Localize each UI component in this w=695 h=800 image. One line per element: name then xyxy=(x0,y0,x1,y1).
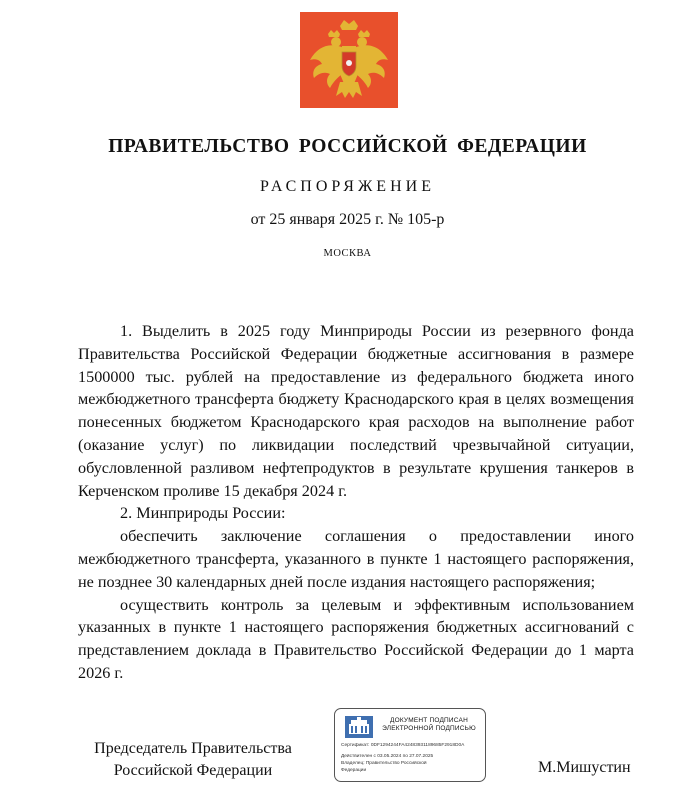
stamp-validity: Действителен с 03.05.2024 по 27.07.2025 xyxy=(341,754,434,759)
stamp-owner-line2: Федерации xyxy=(341,768,367,773)
signatory-position-line1: Председатель Правительства xyxy=(94,740,292,757)
document-city: МОСКВА xyxy=(323,248,372,259)
document-type: РАСПОРЯЖЕНИЕ xyxy=(260,178,435,195)
signatory-position-line2: Российской Федерации xyxy=(113,762,273,779)
electronic-signature-stamp xyxy=(334,708,486,782)
signatory-name: М.Мишустин xyxy=(538,759,631,776)
stamp-heading-line1: ДОКУМЕНТ ПОДПИСАН xyxy=(390,717,468,724)
stamp-certificate: Сертификат: 0DF1294244FA42483931189685F2918D0A xyxy=(341,743,465,748)
paragraph-2: 2. Минприроды России: xyxy=(120,504,286,523)
document-body xyxy=(78,320,634,685)
government-building-icon xyxy=(345,716,373,738)
stamp-owner-line1: Владелец: Правительство Российской xyxy=(341,761,427,766)
coat-of-arms-emblem xyxy=(300,12,398,108)
signatory-position xyxy=(78,738,308,782)
paragraph-1: 1. Выделить в 2025 году Минприроды России из резервного фонда Правительства Российской Федерации бюджетные ассигнования в размере 1500000 тыс. рублей на предоставление из федерального бюджета иного межбюджетного трансферта бюджету Краснодарского края в целях возмещения понесенных бюджетом Краснодарского края расходов на выполнение работ (оказание услуг) по ликвидации последствий чрезвычайной ситуации, обусловленной разливом нефтепродуктов в результате крушения танкеров в Керченском проливе 15 декабря 2024 г. xyxy=(78,322,634,500)
government-title: ПРАВИТЕЛЬСТВО РОССИЙСКОЙ ФЕДЕРАЦИИ xyxy=(108,136,587,157)
document-date-number: от 25 января 2025 г. № 105-р xyxy=(250,211,445,228)
paragraph-3: обеспечить заключение соглашения о предоставлении иного межбюджетного трансферта, указанного в пункте 1 настоящего распоряжения, не позднее 30 календарных дней после издания настоящего распоряжения; xyxy=(78,527,634,591)
stamp-heading-line2: ЭЛЕКТРОННОЙ ПОДПИСЬЮ xyxy=(382,725,476,732)
paragraph-4: осуществить контроль за целевым и эффективным использованием указанных в пункте 1 настоящего распоряжения бюджетных ассигнований с представлением доклада в Правительство Российской Федерации до 1 марта 2026 г. xyxy=(78,595,634,682)
